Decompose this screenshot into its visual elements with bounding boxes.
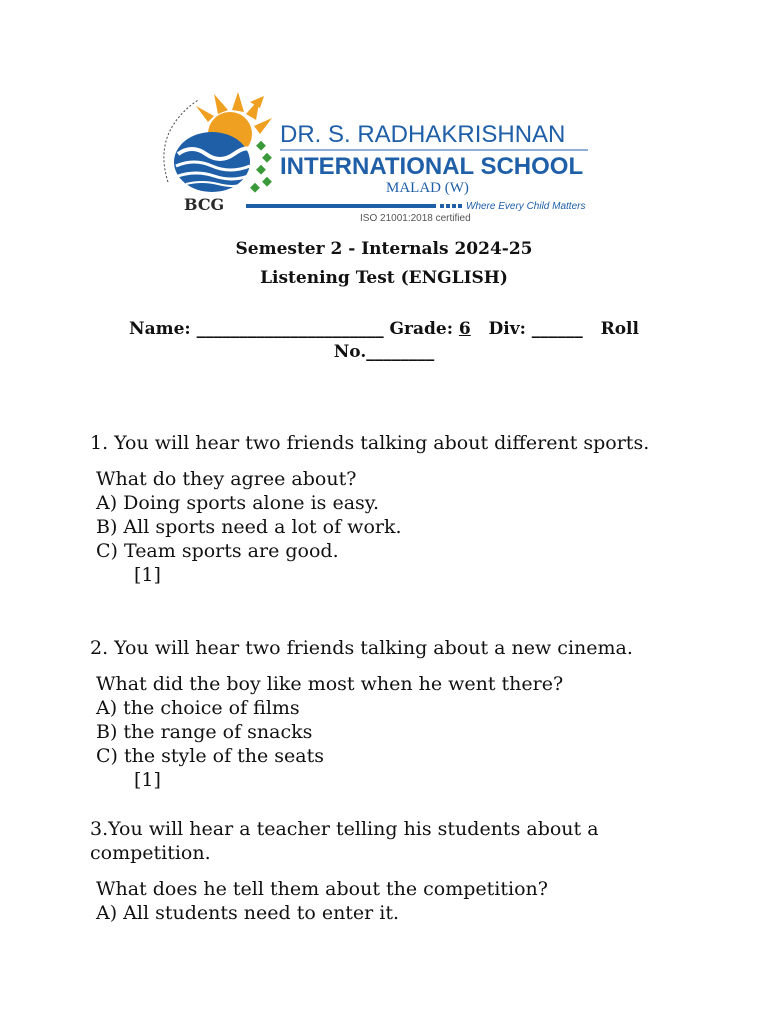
question-prompt: What does he tell them about the competition? <box>96 878 548 900</box>
div-label: Div: <box>488 319 526 339</box>
option-a: A) All students need to enter it. <box>96 902 400 924</box>
grade-label: Grade: <box>389 319 453 339</box>
logo-underline <box>246 204 436 208</box>
roll-label: Roll <box>600 319 639 339</box>
question-marks: [1] <box>134 769 161 791</box>
question-2 <box>90 636 690 792</box>
name-field[interactable]: ______________________ <box>196 319 384 339</box>
school-name-line1: DR. S. RADHAKRISHNAN <box>280 121 566 148</box>
question-stem: 1. You will hear two friends talking about different sports. <box>90 432 650 454</box>
emblem-initials: BCG <box>184 195 225 214</box>
school-tagline: Where Every Child Matters <box>466 201 586 212</box>
div-field[interactable]: ______ <box>531 319 583 339</box>
leaf-icon <box>250 141 272 193</box>
name-label: Name: <box>129 319 191 339</box>
option-c: C) Team sports are good. <box>96 540 339 562</box>
school-name-line2: INTERNATIONAL SCHOOL <box>280 153 584 180</box>
option-b: B) the range of snacks <box>96 721 313 743</box>
grade-value: 6 <box>458 319 471 339</box>
exam-subtitle: Listening Test (ENGLISH) <box>260 268 508 288</box>
student-details <box>100 318 668 364</box>
option-b: B) All sports need a lot of work. <box>96 516 402 538</box>
roll-no-field[interactable]: No.________ <box>333 342 435 362</box>
option-c: C) the style of the seats <box>96 745 324 767</box>
question-1 <box>90 431 690 587</box>
school-logo <box>148 92 600 224</box>
question-prompt: What do they agree about? <box>96 468 357 490</box>
option-a: A) Doing sports alone is easy. <box>96 492 380 514</box>
exam-title: Semester 2 - Internals 2024-25 <box>235 239 533 259</box>
option-a: A) the choice of films <box>96 697 300 719</box>
school-certification: ISO 21001:2018 certified <box>360 213 471 224</box>
question-prompt: What did the boy like most when he went there? <box>96 673 564 695</box>
question-stem: 2. You will hear two friends talking about a new cinema. <box>90 637 633 659</box>
question-marks: [1] <box>134 564 161 586</box>
question-stem: 3.You will hear a teacher telling his students about a competition. <box>90 818 599 864</box>
school-location: MALAD (W) <box>386 180 469 196</box>
question-3 <box>90 817 690 925</box>
